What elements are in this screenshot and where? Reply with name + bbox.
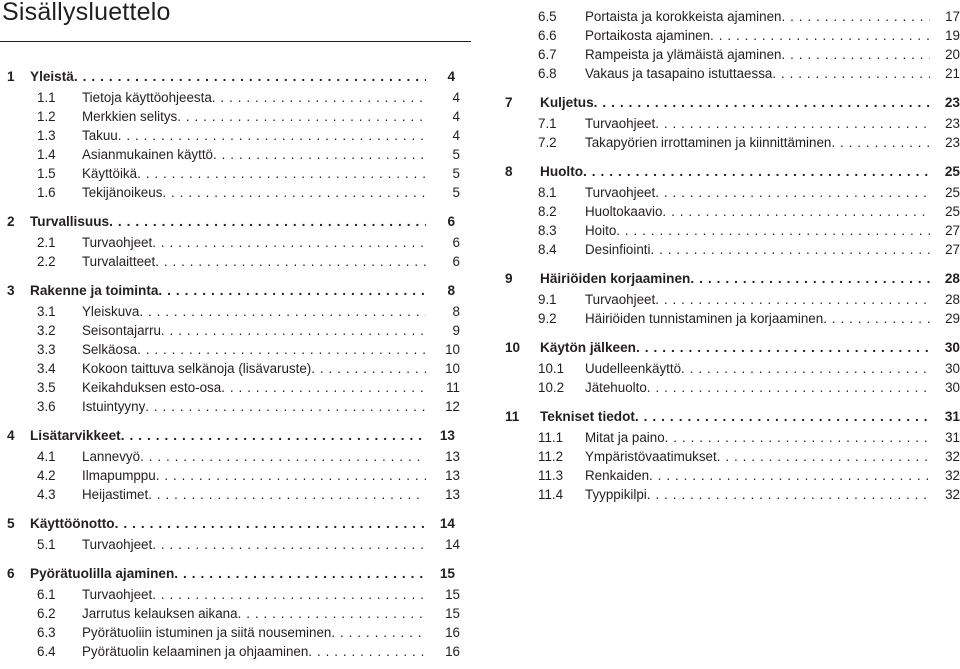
toc-dot-leader <box>213 145 426 164</box>
toc-section-entry[interactable] <box>0 562 460 585</box>
toc-subsection-entry[interactable] <box>0 642 460 661</box>
toc-page-number: 25 <box>945 185 960 200</box>
toc-page-number: 15 <box>445 587 460 602</box>
toc-entry-number: 8 <box>505 164 513 179</box>
toc-entry-title: Turvaohjeet <box>82 235 153 250</box>
toc-dot-leader <box>690 267 930 290</box>
toc-page-number: 32 <box>945 487 960 502</box>
toc-page-number: 30 <box>945 361 960 376</box>
toc-entry-number: 9 <box>505 271 513 286</box>
toc-page-number: 28 <box>945 292 960 307</box>
toc-entry-number: 1.1 <box>37 90 56 105</box>
toc-subsection-entry[interactable] <box>0 183 460 202</box>
toc-page-number: 9 <box>452 323 460 338</box>
toc-entry-title: Heijastimet <box>82 487 149 502</box>
toc-entry-number: 8.1 <box>538 185 557 200</box>
toc-entry-number: 1.4 <box>37 147 56 162</box>
toc-entry-number: 11 <box>505 409 520 424</box>
toc-page-number: 23 <box>944 95 960 110</box>
toc-section-entry[interactable] <box>505 336 960 359</box>
toc-subsection-entry[interactable] <box>505 133 960 152</box>
toc-subsection-entry[interactable] <box>505 240 960 259</box>
toc-entry-number: 3.4 <box>37 361 56 376</box>
toc-subsection-entry[interactable] <box>0 535 460 554</box>
toc-entry-number: 7.2 <box>538 135 557 150</box>
toc-entry-title: Tietoja käyttöohjeesta <box>82 90 212 105</box>
toc-page-number: 13 <box>445 449 460 464</box>
toc-entry-title: Käyttöikä <box>82 166 138 181</box>
toc-entry-title: Seisontajarru <box>82 323 161 338</box>
toc-entry-number: 1.2 <box>37 109 56 124</box>
toc-entry-title: Rakenne ja toiminta <box>30 283 159 298</box>
toc-entry-title: Häiriöiden tunnistaminen ja korjaaminen <box>585 311 824 326</box>
toc-dot-leader <box>74 65 426 88</box>
toc-right-column <box>505 7 960 512</box>
toc-subsection-entry[interactable] <box>0 378 460 397</box>
toc-dot-leader <box>772 64 930 83</box>
toc-section-entry[interactable] <box>505 160 960 183</box>
toc-dot-leader <box>148 485 426 504</box>
toc-entry-title: Jätehuolto <box>585 380 647 395</box>
toc-page-number: 4 <box>452 128 460 143</box>
toc-entry-number: 4.2 <box>37 468 56 483</box>
toc-entry-number: 6.7 <box>538 47 557 62</box>
toc-page-number: 4 <box>447 69 455 84</box>
toc-subsection-entry[interactable] <box>0 359 460 378</box>
toc-subsection-entry[interactable] <box>505 466 960 485</box>
toc-entry-title: Turvaohjeet <box>585 116 656 131</box>
toc-dot-leader <box>665 428 930 447</box>
toc-entry-title: Tekijänoikeus <box>82 185 163 200</box>
toc-page-number: 25 <box>944 164 960 179</box>
toc-entry-title: Yleistä <box>30 69 74 84</box>
toc-dot-leader <box>308 642 426 661</box>
toc-page-number: 11 <box>446 380 460 395</box>
toc-entry-title: Desinfiointi <box>585 242 651 257</box>
toc-entry-title: Pyörätuoliin istuminen ja siitä nouseminen <box>82 625 332 640</box>
toc-subsection-entry[interactable] <box>505 359 960 378</box>
toc-dot-leader <box>331 623 426 642</box>
toc-entry-number: 10 <box>505 340 521 355</box>
toc-page-number: 31 <box>944 409 960 424</box>
toc-page-number: 20 <box>945 47 960 62</box>
toc-dot-leader <box>152 233 426 252</box>
toc-page-number: 14 <box>445 537 460 552</box>
toc-entry-number: 6.4 <box>37 644 56 659</box>
toc-entry-title: Tyyppikilpi <box>585 487 647 502</box>
toc-entry-number: 6.5 <box>538 9 557 24</box>
toc-entry-number: 10.2 <box>538 380 565 395</box>
toc-entry-title: Selkäosa <box>82 342 138 357</box>
toc-dot-leader <box>137 340 426 359</box>
toc-entry-number: 3.3 <box>37 342 56 357</box>
toc-subsection-entry[interactable] <box>0 126 460 145</box>
toc-page-number: 10 <box>445 342 460 357</box>
toc-entry-number: 3 <box>7 283 15 298</box>
toc-dot-leader <box>238 604 426 623</box>
toc-dot-leader <box>140 447 426 466</box>
toc-entry-number: 1.5 <box>37 166 56 181</box>
toc-entry-number: 5.1 <box>37 537 56 552</box>
toc-entry-title: Turvaohjeet <box>585 292 656 307</box>
toc-entry-title: Häiriöiden korjaaminen <box>540 271 691 286</box>
toc-dot-leader <box>655 183 930 202</box>
toc-entry-title: Turvallisuus <box>30 214 110 229</box>
toc-dot-leader <box>662 202 930 221</box>
toc-entry-title: Vakaus ja tasapaino istuttaessa <box>585 66 773 81</box>
toc-dot-leader <box>710 26 930 45</box>
toc-page-number: 5 <box>452 147 460 162</box>
toc-subsection-entry[interactable] <box>505 64 960 83</box>
toc-entry-title: Käytön jälkeen <box>540 340 636 355</box>
toc-page-number: 16 <box>445 625 460 640</box>
toc-section-entry[interactable] <box>0 279 460 302</box>
toc-subsection-entry[interactable] <box>0 604 460 623</box>
toc-subsection-entry[interactable] <box>0 447 460 466</box>
toc-entry-title: Ympäristövaatimukset <box>585 449 717 464</box>
toc-subsection-entry[interactable] <box>505 45 960 64</box>
toc-subsection-entry[interactable] <box>0 302 460 321</box>
toc-entry-number: 6.1 <box>37 587 56 602</box>
toc-entry-number: 6.6 <box>538 28 557 43</box>
toc-subsection-entry[interactable] <box>505 485 960 504</box>
toc-entry-title: Portaikosta ajaminen <box>585 28 711 43</box>
toc-entry-number: 3.2 <box>37 323 56 338</box>
toc-dot-leader <box>717 447 930 466</box>
toc-dot-leader <box>831 133 930 152</box>
toc-entry-title: Kokoon taittuva selkänoja (lisävaruste) <box>82 361 312 376</box>
toc-dot-leader <box>594 91 930 114</box>
toc-entry-number: 4 <box>7 428 15 443</box>
toc-dot-leader <box>155 252 426 271</box>
toc-dot-leader <box>647 485 930 504</box>
toc-entry-title: Turvalaitteet <box>82 254 156 269</box>
toc-section-entry[interactable] <box>505 91 960 114</box>
toc-dot-leader <box>158 279 426 302</box>
toc-page-number: 13 <box>439 428 455 443</box>
toc-subsection-entry[interactable] <box>0 107 460 126</box>
toc-section-entry[interactable] <box>505 267 960 290</box>
toc-dot-leader <box>221 378 426 397</box>
toc-page-number: 32 <box>945 449 960 464</box>
toc-page-number: 16 <box>445 644 460 659</box>
toc-entry-title: Turvaohjeet <box>82 537 153 552</box>
toc-entry-number: 1 <box>7 69 15 84</box>
toc-entry-title: Merkkien selitys <box>82 109 178 124</box>
title-divider <box>0 41 471 42</box>
toc-entry-title: Asianmukainen käyttö <box>82 147 214 162</box>
toc-subsection-entry[interactable] <box>0 397 460 416</box>
toc-dot-leader <box>118 126 426 145</box>
toc-subsection-entry[interactable] <box>0 164 460 183</box>
toc-entry-number: 8.3 <box>538 223 557 238</box>
toc-entry-title: Istuintyyny <box>82 399 146 414</box>
toc-page-number: 23 <box>945 135 960 150</box>
toc-entry-title: Rampeista ja ylämäistä ajaminen <box>585 47 782 62</box>
toc-entry-title: Takapyörien irrottaminen ja kiinnittäminen <box>585 135 832 150</box>
toc-page-number: 32 <box>945 468 960 483</box>
toc-page-number: 29 <box>945 311 960 326</box>
toc-entry-title: Pyörätuolilla ajaminen <box>30 566 175 581</box>
toc-page-number: 6 <box>447 214 455 229</box>
toc-dot-leader <box>137 164 426 183</box>
toc-dot-leader <box>152 585 426 604</box>
toc-entry-number: 6.3 <box>37 625 56 640</box>
toc-page-number: 4 <box>452 90 460 105</box>
toc-entry-number: 9.1 <box>538 292 557 307</box>
toc-entry-number: 2.1 <box>37 235 56 250</box>
toc-subsection-entry[interactable] <box>505 309 960 328</box>
toc-entry-title: Lisätarvikkeet <box>30 428 121 443</box>
toc-page-number: 6 <box>452 254 460 269</box>
page-title: Sisällysluettelo <box>2 0 171 26</box>
toc-entry-number: 5 <box>7 516 15 531</box>
toc-entry-title: Tekniset tiedot <box>540 409 635 424</box>
toc-subsection-entry[interactable] <box>0 233 460 252</box>
toc-entry-title: Kuljetus <box>540 95 594 110</box>
toc-dot-leader <box>616 221 930 240</box>
toc-entry-title: Renkaiden <box>585 468 650 483</box>
toc-subsection-entry[interactable] <box>505 26 960 45</box>
toc-entry-number: 8.2 <box>538 204 557 219</box>
toc-entry-number: 2 <box>7 214 15 229</box>
toc-subsection-entry[interactable] <box>0 485 460 504</box>
toc-entry-title: Pyörätuolin kelaaminen ja ohjaaminen <box>82 644 309 659</box>
toc-entry-title: Turvaohjeet <box>82 587 153 602</box>
toc-subsection-entry[interactable] <box>0 88 460 107</box>
toc-dot-leader <box>583 160 930 183</box>
toc-page-number: 4 <box>452 109 460 124</box>
toc-page-number: 14 <box>439 516 455 531</box>
toc-page-number: 13 <box>445 487 460 502</box>
toc-entry-number: 3.6 <box>37 399 56 414</box>
toc-page-number: 28 <box>944 271 960 286</box>
toc-entry-title: Huoltokaavio <box>585 204 663 219</box>
toc-entry-number: 11.3 <box>538 468 564 483</box>
toc-page-number: 6 <box>452 235 460 250</box>
toc-page-number: 19 <box>945 28 960 43</box>
toc-dot-leader <box>109 210 426 233</box>
toc-entry-number: 10.1 <box>538 361 565 376</box>
toc-section-entry[interactable] <box>0 210 460 233</box>
toc-page-number: 15 <box>445 606 460 621</box>
toc-entry-title: Takuu <box>82 128 118 143</box>
toc-dot-leader <box>782 45 931 64</box>
toc-page-number: 8 <box>447 283 455 298</box>
toc-page-number: 27 <box>945 242 960 257</box>
toc-subsection-entry[interactable] <box>0 145 460 164</box>
toc-entry-number: 8.4 <box>538 242 557 257</box>
toc-entry-number: 4.1 <box>37 449 56 464</box>
toc-page-number: 27 <box>945 223 960 238</box>
toc-subsection-entry[interactable] <box>505 378 960 397</box>
toc-subsection-entry[interactable] <box>505 221 960 240</box>
toc-subsection-entry[interactable] <box>505 202 960 221</box>
toc-entry-title: Portaista ja korokkeista ajaminen <box>585 9 782 24</box>
toc-page-number: 10 <box>445 361 460 376</box>
toc-entry-number: 3.1 <box>37 304 56 319</box>
toc-dot-leader <box>115 512 426 535</box>
toc-dot-leader <box>823 309 930 328</box>
toc-entry-number: 6.2 <box>37 606 56 621</box>
toc-entry-number: 2.2 <box>37 254 56 269</box>
toc-dot-leader <box>174 562 426 585</box>
toc-page-number: 15 <box>439 566 455 581</box>
toc-entry-number: 3.5 <box>37 380 56 395</box>
toc-page-number: 17 <box>945 9 960 24</box>
toc-section-entry[interactable] <box>505 405 960 428</box>
toc-entry-title: Huolto <box>540 164 584 179</box>
toc-dot-leader <box>655 114 930 133</box>
toc-entry-number: 11.4 <box>538 487 564 502</box>
toc-section-entry[interactable] <box>0 512 460 535</box>
toc-entry-number: 1.6 <box>37 185 56 200</box>
toc-entry-number: 7.1 <box>538 116 557 131</box>
toc-subsection-entry[interactable] <box>0 340 460 359</box>
toc-dot-leader <box>177 107 426 126</box>
toc-dot-leader <box>212 88 426 107</box>
toc-entry-title: Käyttöönotto <box>30 516 115 531</box>
toc-entry-number: 11.2 <box>538 449 564 464</box>
toc-entry-title: Ilmapumppu <box>82 468 156 483</box>
toc-subsection-entry[interactable] <box>505 290 960 309</box>
toc-entry-title: Keikahduksen esto-osa <box>82 380 222 395</box>
toc-subsection-entry[interactable] <box>0 321 460 340</box>
toc-dot-leader <box>681 359 930 378</box>
toc-page-number: 5 <box>452 166 460 181</box>
toc-page-number: 12 <box>445 399 460 414</box>
toc-dot-leader <box>162 183 426 202</box>
toc-page-number: 30 <box>945 380 960 395</box>
toc-section-entry[interactable] <box>0 424 460 447</box>
toc-dot-leader <box>311 359 426 378</box>
toc-page-number: 13 <box>445 468 460 483</box>
toc-dot-leader <box>649 466 930 485</box>
toc-entry-number: 4.3 <box>37 487 56 502</box>
toc-entry-title: Turvaohjeet <box>585 185 656 200</box>
toc-dot-leader <box>782 7 931 26</box>
toc-dot-leader <box>121 424 426 447</box>
toc-entry-number: 11.1 <box>538 430 564 445</box>
toc-dot-leader <box>139 302 426 321</box>
toc-dot-leader <box>635 405 930 428</box>
toc-page-number: 5 <box>452 185 460 200</box>
toc-dot-leader <box>161 321 426 340</box>
toc-section-entry[interactable] <box>0 65 460 88</box>
toc-entry-title: Hoito <box>585 223 617 238</box>
toc-page-number: 31 <box>945 430 960 445</box>
toc-entry-title: Jarrutus kelauksen aikana <box>82 606 238 621</box>
toc-dot-leader <box>651 240 931 259</box>
toc-subsection-entry[interactable] <box>505 114 960 133</box>
toc-dot-leader <box>647 378 930 397</box>
toc-page-number: 21 <box>945 66 960 81</box>
toc-subsection-entry[interactable] <box>0 623 460 642</box>
toc-dot-leader <box>655 290 930 309</box>
toc-entry-title: Yleiskuva <box>82 304 140 319</box>
toc-page-number: 23 <box>945 116 960 131</box>
toc-dot-leader <box>156 466 426 485</box>
toc-entry-title: Uudelleenkäyttö <box>585 361 682 376</box>
toc-subsection-entry[interactable] <box>0 585 460 604</box>
toc-entry-number: 6.8 <box>538 66 557 81</box>
toc-entry-number: 7 <box>505 95 513 110</box>
toc-dot-leader <box>152 535 426 554</box>
toc-subsection-entry[interactable] <box>505 428 960 447</box>
toc-dot-leader <box>145 397 426 416</box>
toc-entry-number: 6 <box>7 566 15 581</box>
toc-entry-number: 9.2 <box>538 311 557 326</box>
toc-page-number: 8 <box>452 304 460 319</box>
toc-dot-leader <box>636 336 930 359</box>
toc-page-number: 25 <box>945 204 960 219</box>
toc-page-number: 30 <box>944 340 960 355</box>
toc-subsection-entry[interactable] <box>505 183 960 202</box>
toc-entry-title: Mitat ja paino <box>585 430 665 445</box>
toc-subsection-entry[interactable] <box>505 7 960 26</box>
toc-entry-title: Lannevyö <box>82 449 141 464</box>
toc-subsection-entry[interactable] <box>0 466 460 485</box>
toc-subsection-entry[interactable] <box>505 447 960 466</box>
toc-entry-number: 1.3 <box>37 128 56 143</box>
toc-left-column <box>0 65 460 669</box>
toc-subsection-entry[interactable] <box>0 252 460 271</box>
